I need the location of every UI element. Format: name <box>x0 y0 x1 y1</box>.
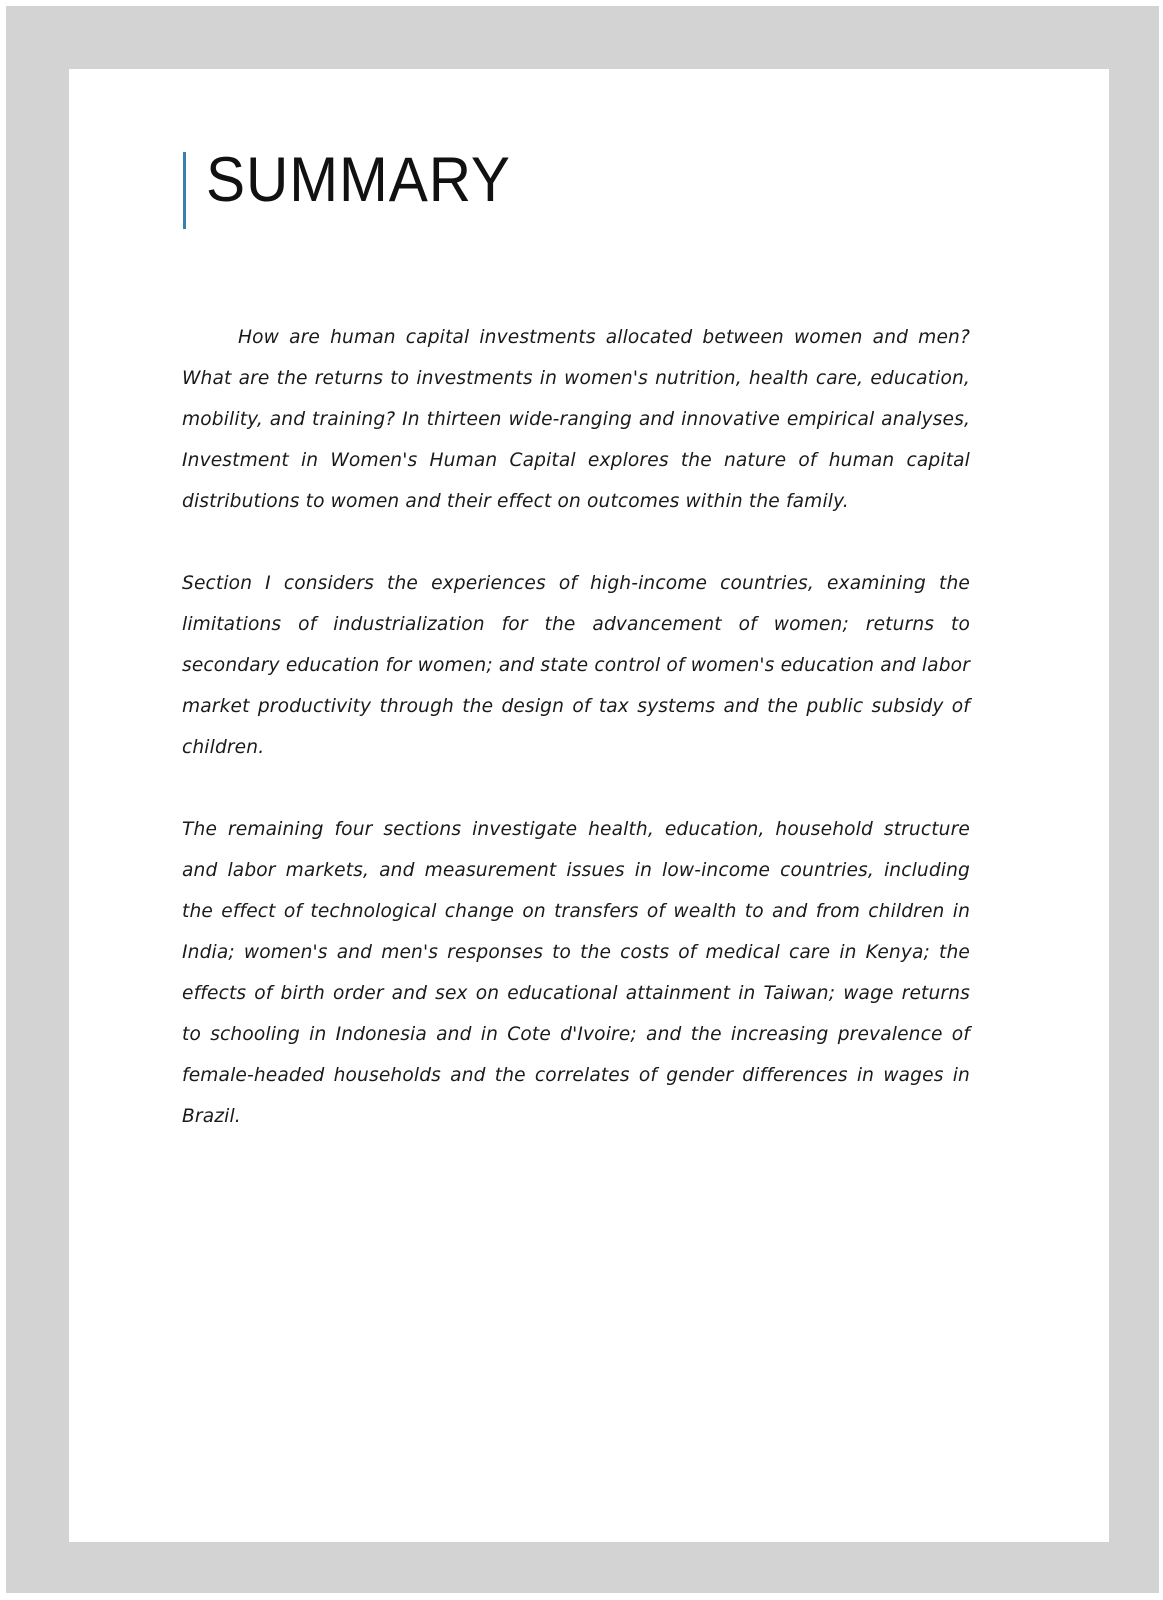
summary-paragraph-1: How are human capital investments allocated between women and men? What are the returns to investments in women's nutrition, health care, education, mobility, and training? In thirteen wide-ranging and innovative empirical analyses, Investment in Women's Human Capital explores the nature of human capital distributions to women and their effect on outcomes within the family. <box>182 327 970 512</box>
title-accent-bar <box>183 152 186 229</box>
summary-body <box>182 317 970 1178</box>
page-frame <box>6 6 1159 1593</box>
document-page <box>69 69 1109 1542</box>
summary-paragraph-3: The remaining four sections investigate health, education, household structure and labor markets, and measurement issues in low-income countries, including the effect of technological change on transfers of wealth to and from children in India; women's and men's responses to the costs of medical care in Kenya; the effects of birth order and sex on educational attainment in Taiwan; wage returns to schooling in Indonesia and in Cote d'Ivoire; and the increasing prevalence of female-headed households and the correlates of gender differences in wages in Brazil. <box>182 819 970 1127</box>
page-title: SUMMARY <box>206 145 511 215</box>
summary-paragraph-2: Section I considers the experiences of high-income countries, examining the limitations of industrialization for the advancement of women; returns to secondary education for women; and state control of women's education and labor market productivity through the design of tax systems and the public subsidy of children. <box>182 573 970 758</box>
